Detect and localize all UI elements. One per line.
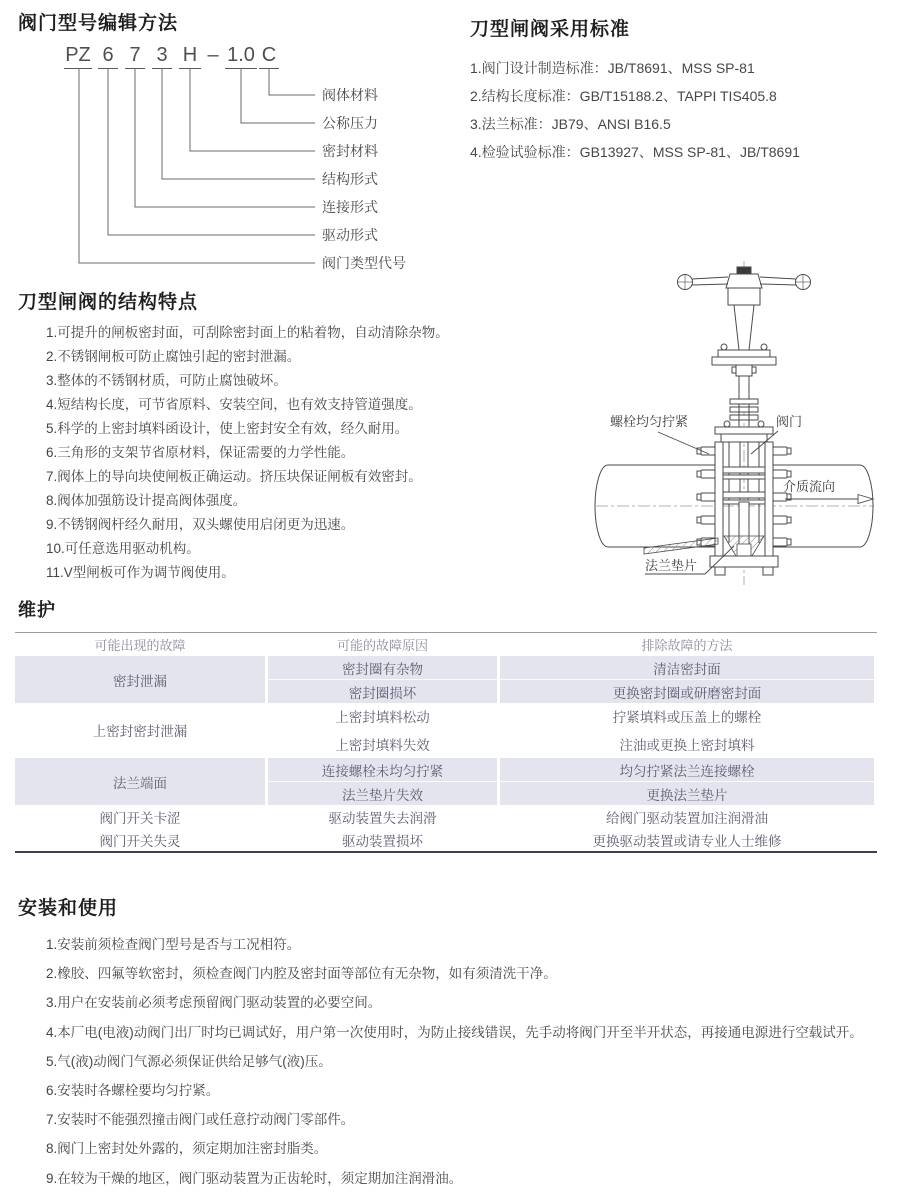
- feature-item: 1.可提升的闸板密封面，可刮除密封面上的粘着物，自动清除杂物。: [46, 325, 449, 340]
- diagram-label-flange-gasket: 法兰垫片: [645, 558, 698, 573]
- remedy-cell: [500, 656, 874, 703]
- cause-cell: [268, 656, 497, 703]
- code-part-dash: –: [207, 44, 219, 66]
- remedy-line: 更换法兰垫片: [646, 787, 728, 803]
- installation-list: [46, 930, 863, 1193]
- features-section-title: 刀型闸阀的结构特点: [18, 292, 199, 313]
- table-row: [15, 829, 877, 851]
- feature-item: 3.整体的不锈钢材质，可防止腐蚀破坏。: [46, 373, 287, 388]
- feature-item: 11.V型闸板可作为调节阀使用。: [46, 565, 235, 580]
- installation-item: 2.橡胶、四氟等软密封，须检查阀门内腔及密封面等部位有无杂物，如有须清洗干净。: [46, 966, 557, 982]
- cause-line: 法兰垫片失效: [342, 787, 423, 803]
- standards-list: [470, 54, 800, 166]
- feature-item: 4.短结构长度，可节省原料、安装空间，也有效支持管道强度。: [46, 397, 422, 412]
- bonnet: [712, 305, 776, 442]
- maintenance-table: [15, 632, 877, 853]
- cause-line: 连接螺栓未均匀拧紧: [268, 758, 497, 782]
- code-label-seal-material: 密封材料: [322, 143, 378, 159]
- feature-item: 5.科学的上密封填料函设计，使上密封安全有效，经久耐用。: [46, 421, 409, 436]
- table-row: [15, 656, 877, 702]
- installation-item: 5.气(液)动阀门气源必须保证供给足够气(液)压。: [46, 1053, 332, 1069]
- standards-item: 4.检验试验标准：GB13927、MSS SP-81、JB/T8691: [470, 144, 800, 160]
- diagram-label-valve: 阀门: [776, 414, 803, 429]
- fault-cell: 阀门开关失灵: [99, 834, 181, 849]
- installation-item: 8.阀门上密封处外露的，须定期加注密封脂类。: [46, 1141, 328, 1157]
- standards-item: 1.阀门设计制造标准：JB/T8691、MSS SP-81: [470, 60, 755, 76]
- code-part-pressure: 1.0: [225, 44, 257, 69]
- remedy-line: 清洁密封面: [500, 656, 874, 680]
- code-part-seal: H: [179, 44, 201, 69]
- cause-cell: 驱动装置损坏: [342, 834, 423, 849]
- installation-item: 4.本厂电(电液)动阀门出厂时均已调试好，用户第一次使用时，为防止接线错误，先手动将阀门开至半开状态，再接通电源进行空载试开。: [46, 1024, 863, 1040]
- column-header-fault: 可能出现的故障: [94, 638, 186, 653]
- feature-item: 9.不锈钢阀杆经久耐用，双头螺使用启闭更为迅速。: [46, 517, 355, 532]
- maintenance-header-row: [15, 633, 877, 656]
- feature-item: 2.不锈钢闸板可防止腐蚀引起的密封泄漏。: [46, 349, 301, 364]
- maintenance-section-title: 维护: [18, 600, 56, 620]
- fault-cell: 法兰端面: [15, 758, 265, 805]
- feature-item: 10.可任意选用驱动机构。: [46, 541, 200, 556]
- installation-item: 3.用户在安装前必须考虑预留阀门驱动装置的必要空间。: [46, 995, 382, 1011]
- model-section-title: 阀门型号编辑方法: [18, 13, 179, 34]
- fault-cell: 上密封密封泄漏: [92, 724, 188, 739]
- code-label-connection-form: 连接形式: [322, 199, 378, 215]
- code-label-structure-form: 结构形式: [322, 171, 378, 187]
- remedy-cell: 更换驱动装置或请专业人士维修: [592, 834, 782, 849]
- diagram-label-flow-direction: 介质流向: [783, 479, 836, 494]
- features-list: [46, 321, 449, 585]
- feature-item: 8.阀体加强筋设计提高阀体强度。: [46, 493, 247, 508]
- remedy-line: 更换密封圈或研磨密封面: [612, 685, 762, 701]
- installation-section-title: 安装和使用: [18, 898, 119, 919]
- cause-line: 密封圈损坏: [348, 685, 417, 701]
- remedy-line: 注油或更换上密封填料: [619, 738, 755, 753]
- feature-item: 6.三角形的支架节省原材料，保证需要的力学性能。: [46, 445, 355, 460]
- installation-item: 1.安装前须检查阀门型号是否与工况相符。: [46, 937, 301, 952]
- code-connector-lines: [0, 68, 330, 273]
- cause-line: 密封圈有杂物: [268, 656, 497, 680]
- standards-item: 3.法兰标准：JB79、ANSI B16.5: [470, 116, 671, 132]
- cause-cell: [268, 702, 497, 758]
- table-row: [15, 702, 877, 758]
- diagram-label-tighten-bolts: 螺栓均匀拧紧: [610, 414, 689, 429]
- table-row: [15, 804, 877, 829]
- column-header-remedy: 排除故障的方法: [641, 638, 733, 653]
- remedy-cell: 给阀门驱动装置加注润滑油: [606, 810, 768, 826]
- table-row: [15, 758, 877, 804]
- installation-item: 9.在较为干燥的地区，阀门驱动装置为正齿轮时，须定期加注润滑油。: [46, 1170, 463, 1186]
- t-handle: [678, 267, 811, 305]
- code-part-pz: PZ: [64, 44, 92, 69]
- remedy-line: 均匀拧紧法兰连接螺栓: [500, 758, 874, 782]
- standards-item: 2.结构长度标准：GB/T15188.2、TAPPI TIS405.8: [470, 88, 777, 104]
- remedy-cell: [500, 702, 874, 758]
- code-part-structure: 3: [152, 44, 172, 69]
- code-part-body: C: [259, 44, 279, 69]
- code-part-drive: 6: [98, 44, 118, 69]
- cause-line: 上密封填料松动: [335, 710, 430, 725]
- column-header-cause: 可能的故障原因: [336, 638, 428, 653]
- installation-item: 6.安装时各螺栓要均匀拧紧。: [46, 1083, 220, 1099]
- cause-cell: 驱动装置失去润滑: [328, 810, 437, 826]
- remedy-line: 拧紧填料或压盖上的螺栓: [612, 710, 762, 725]
- cause-cell: [268, 758, 497, 805]
- code-part-connect: 7: [125, 44, 145, 69]
- standards-section-title: 刀型闸阀采用标准: [470, 19, 631, 40]
- fault-cell: 阀门开关卡涩: [99, 810, 181, 826]
- fault-cell: 密封泄漏: [15, 656, 265, 703]
- remedy-cell: [500, 758, 874, 805]
- cause-line: 上密封填料失效: [335, 738, 430, 753]
- code-label-body-material: 阀体材料: [322, 87, 378, 103]
- code-label-valve-type-code: 阀门类型代号: [322, 255, 406, 271]
- code-label-nominal-pressure: 公称压力: [322, 115, 378, 131]
- code-label-drive-form: 驱动形式: [322, 227, 378, 243]
- feature-item: 7.阀体上的导向块使闸板正确运动。挤压块保证闸板有效密封。: [46, 469, 422, 484]
- installation-item: 7.安装时不能强烈撞击阀门或任意拧动阀门零部件。: [46, 1112, 355, 1128]
